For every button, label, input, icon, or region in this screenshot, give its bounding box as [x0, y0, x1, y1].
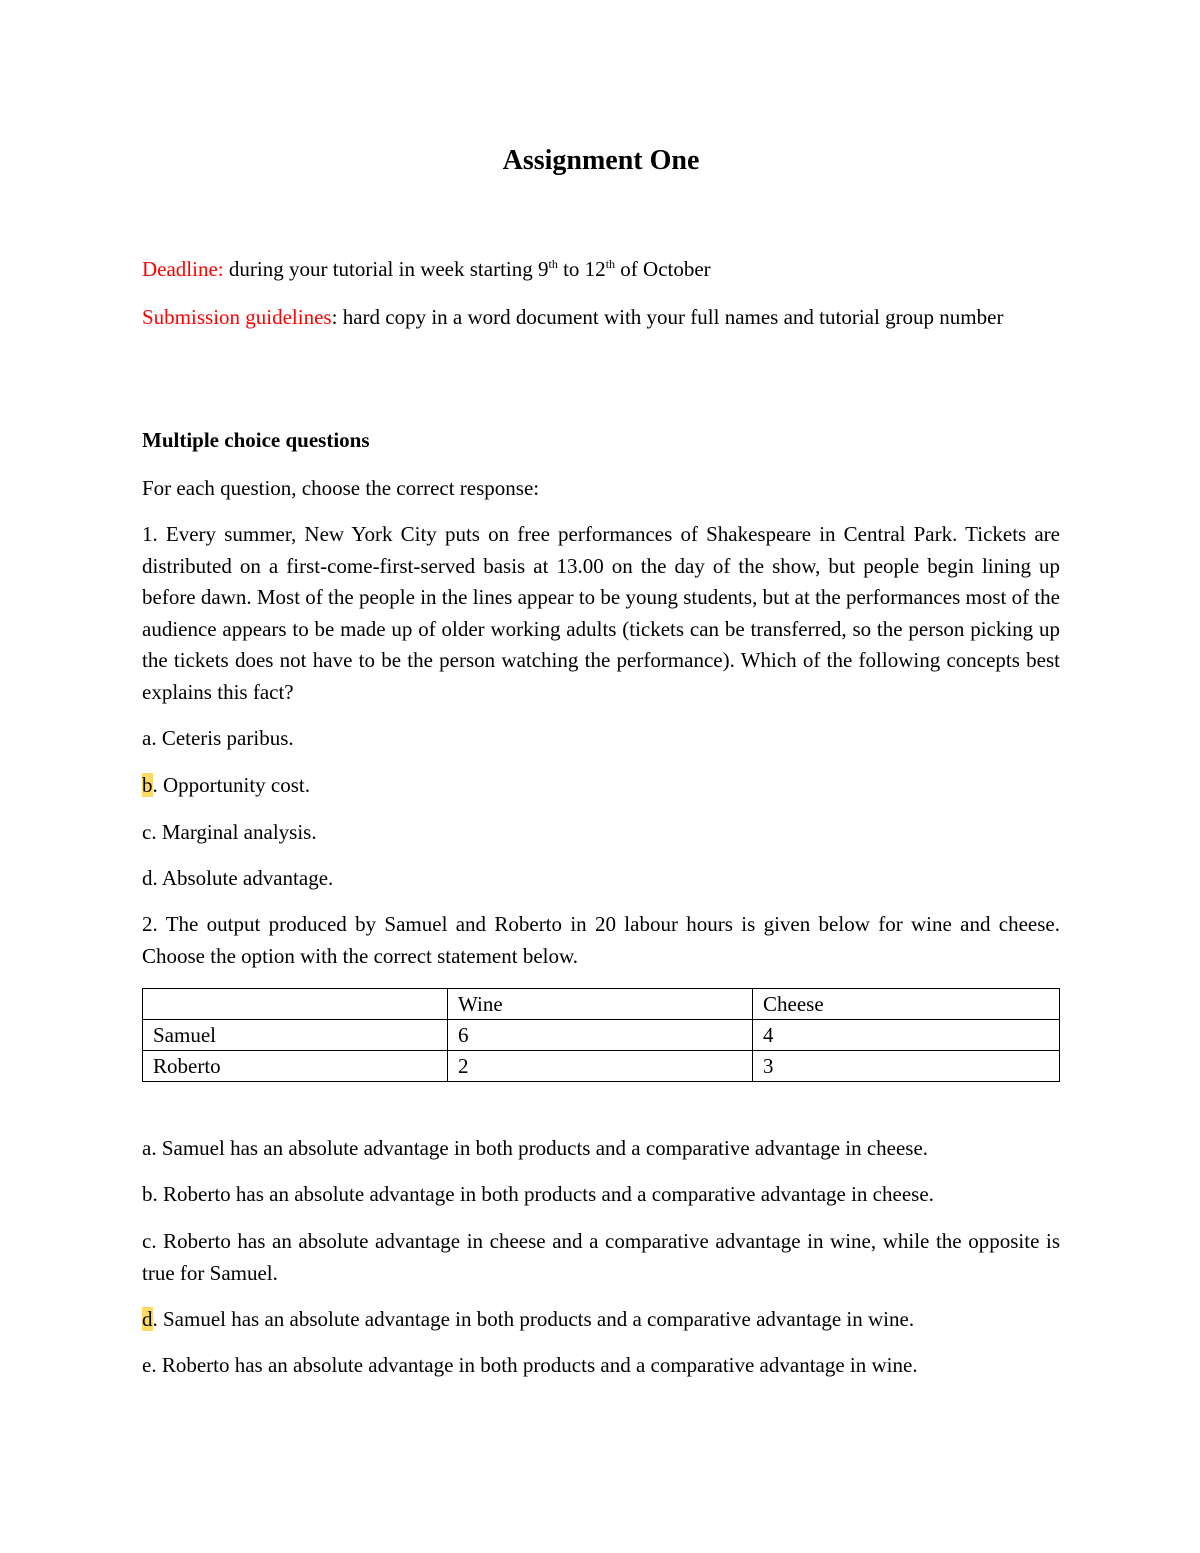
option-text: . Roberto has an absolute advantage in both products and a comparative advantage in cheese. — [152, 1182, 934, 1206]
option-letter: c — [142, 820, 152, 844]
table-cell: 2 — [448, 1051, 753, 1082]
option-text: . Ceteris paribus. — [151, 726, 294, 750]
table-header-cell: Wine — [448, 989, 753, 1020]
option-text: . Samuel has an absolute advantage in both products and a comparative advantage in wine. — [152, 1307, 915, 1331]
option-letter: b — [142, 1182, 153, 1206]
q2-option-d — [142, 1304, 1060, 1336]
section-heading: Multiple choice questions — [142, 428, 370, 452]
deadline-label: Deadline: — [142, 257, 224, 281]
page-title: Assignment One — [502, 145, 700, 176]
table-cell: 6 — [448, 1020, 753, 1051]
option-letter: a — [142, 1136, 152, 1160]
option-text: . Roberto has an absolute advantage in both products and a comparative advantage in wine. — [151, 1353, 918, 1377]
option-letter: e — [142, 1353, 152, 1377]
table-cell: Roberto — [143, 1051, 448, 1082]
table-header-cell — [143, 989, 448, 1020]
table-cell: 4 — [753, 1020, 1060, 1051]
table-header-cell: Cheese — [753, 989, 1060, 1020]
output-table — [142, 988, 1060, 1082]
q1-option-d — [142, 863, 1060, 895]
option-text: . Absolute advantage. — [152, 866, 334, 890]
option-letter-highlighted: d — [142, 1307, 153, 1331]
table-row — [143, 1020, 1060, 1051]
deadline-line — [142, 254, 1060, 286]
q1-option-b — [142, 770, 1060, 802]
instruction-text: For each question, choose the correct response: — [142, 476, 540, 500]
deadline-sup-1: th — [548, 257, 558, 271]
option-text: . Marginal analysis. — [151, 820, 317, 844]
submission-label: Submission guidelines — [142, 305, 332, 329]
table-cell: 3 — [753, 1051, 1060, 1082]
q1-option-c — [142, 817, 1060, 849]
q1-option-a — [142, 723, 1060, 755]
question-1-text: 1. Every summer, New York City puts on free performances of Shakespeare in Central Park. Tickets are distributed on a first-come-first-served basis at 13.00 on the day of the show, but people begin lining up before dawn. Most of the people in the lines appear to be young students, but at the performances most of the audience appears to be made up of older working adults (tickets can be transferred, so the person picking up the tickets does not have to be the person watching the performance). Which of the following concepts best explains this fact? — [142, 522, 1060, 704]
deadline-text-3: of October — [615, 257, 711, 281]
question-2-text: 2. The output produced by Samuel and Roberto in 20 labour hours is given below for wine and cheese. Choose the option with the correct statement below. — [142, 912, 1060, 968]
option-letter: a — [142, 726, 152, 750]
q2-option-a — [142, 1133, 1060, 1165]
option-text: . Samuel has an absolute advantage in both products and a comparative advantage in cheese. — [151, 1136, 929, 1160]
submission-guidelines — [142, 302, 1060, 334]
option-text: . Opportunity cost. — [152, 773, 310, 797]
option-text: . Roberto has an absolute advantage in cheese and a comparative advantage in wine, while the opposite is true for Samuel. — [142, 1229, 1060, 1285]
deadline-text-1: during your tutorial in week starting 9 — [223, 257, 549, 281]
table-row — [143, 1051, 1060, 1082]
option-letter: d — [142, 866, 153, 890]
submission-text: : hard copy in a word document with your full names and tutorial group number — [331, 305, 1004, 329]
q2-option-c — [142, 1226, 1060, 1289]
option-letter-highlighted: b — [142, 773, 153, 797]
table-header-row — [143, 989, 1060, 1020]
deadline-sup-2: th — [605, 257, 616, 271]
option-letter: c — [142, 1229, 152, 1253]
q2-option-b — [142, 1179, 1060, 1211]
table-cell: Samuel — [143, 1020, 448, 1051]
q2-option-e — [142, 1350, 1060, 1382]
deadline-text-2: to 12 — [557, 257, 606, 281]
